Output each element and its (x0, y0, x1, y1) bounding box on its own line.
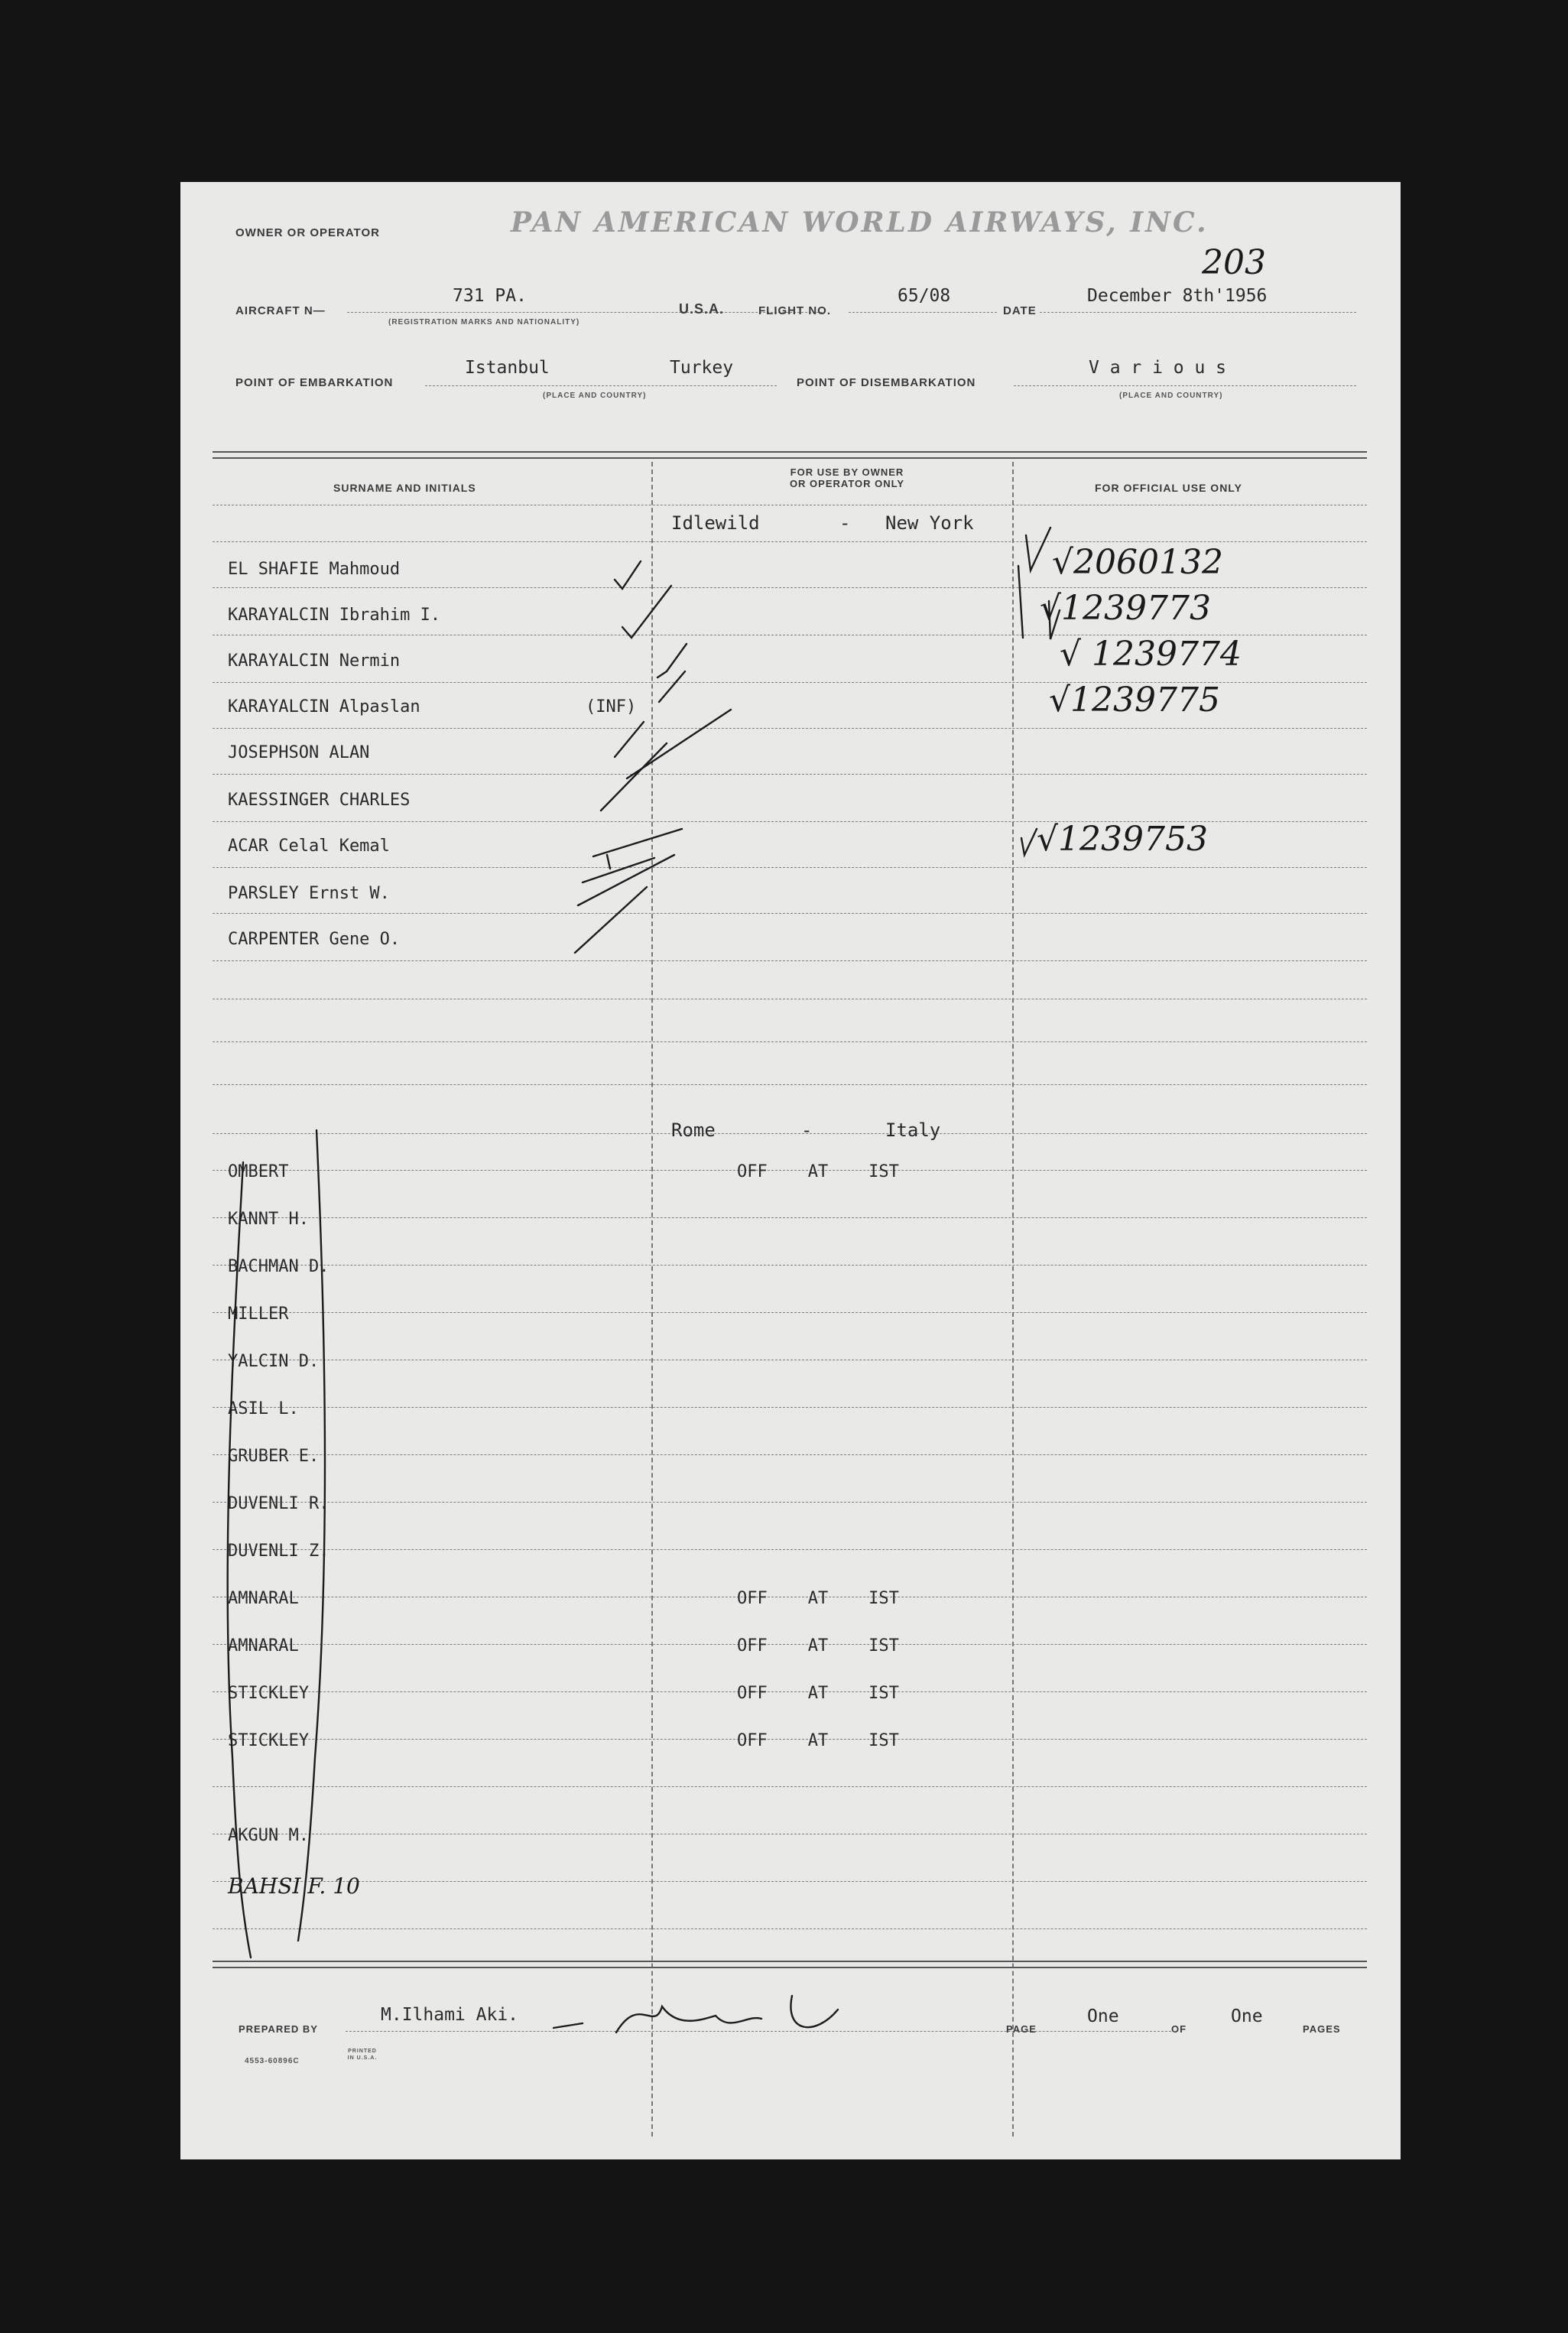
col-surname-header: SURNAME AND INITIALS (333, 482, 476, 494)
section1-destination-a: Idlewild (671, 512, 760, 534)
flight-value: 65/08 (898, 286, 951, 306)
handwriting-overlay (180, 182, 1401, 2159)
aircraft-label: AIRCRAFT N— (235, 304, 326, 317)
passenger-name: AKGUN M. (228, 1826, 309, 1845)
scribble-right (298, 1130, 325, 1941)
of-label: OF (1171, 2023, 1187, 2035)
check-mark (593, 829, 682, 856)
disembarkation-label: POINT OF DISEMBARKATION (797, 376, 976, 389)
passenger-name: KARAYALCIN Alpaslan (228, 697, 420, 716)
passenger-name: KARAYALCIN Ibrahim I. (228, 606, 441, 625)
passenger-name: STICKLEY (228, 1731, 309, 1750)
passenger-remark: OFF AT IST (737, 1636, 899, 1656)
check-mark (607, 855, 610, 869)
check-mark (601, 743, 667, 811)
passenger-name: GRUBER E. (228, 1447, 320, 1466)
passenger-name: DUVENLI Z. (228, 1542, 330, 1561)
official-number: √1239775 (1049, 681, 1220, 720)
date-value: December 8th'1956 (1087, 286, 1268, 306)
passenger-name: DUVENLI R. (228, 1494, 330, 1513)
embarkation-label: POINT OF EMBARKATION (235, 376, 394, 389)
official-number: √1239753 (1037, 820, 1208, 859)
company-name: PAN AMERICAN WORLD AIRWAYS, INC. (511, 206, 1209, 239)
registration-caption: (REGISTRATION MARKS AND NATIONALITY) (388, 318, 580, 327)
embarkation-country: Turkey (670, 358, 734, 378)
passenger-name: JOSEPHSON ALAN (228, 743, 370, 762)
check-mark (657, 644, 687, 677)
embarkation-city: Istanbul (465, 358, 550, 378)
prepared-by-label: PREPARED BY (239, 2023, 318, 2035)
official-number: √2060132 (1052, 543, 1223, 582)
page-label: PAGE (1006, 2023, 1037, 2035)
check-mark (1026, 528, 1050, 570)
col-owner-header: FOR USE BY OWNER OR OPERATOR ONLY (789, 466, 905, 489)
check-mark (1021, 829, 1037, 855)
passenger-name: OMBERT (228, 1162, 289, 1181)
passenger-name: ACAR Celal Kemal (228, 837, 390, 856)
passenger-remark: OFF AT IST (737, 1731, 899, 1750)
passenger-name: STICKLEY (228, 1684, 309, 1703)
check-mark (615, 561, 641, 589)
check-mark (615, 722, 644, 757)
section1-destination-dash: - (839, 512, 851, 534)
section2-destination-dash: - (801, 1119, 813, 1141)
passenger-name: CARPENTER Gene O. (228, 930, 401, 949)
scribble-left (228, 1162, 251, 1958)
page-number: 203 (1202, 243, 1266, 282)
passenger-remark: OFF AT IST (737, 1589, 899, 1608)
passenger-name: ASIL L. (228, 1399, 299, 1418)
section2-destination-a: Rome (671, 1119, 716, 1141)
place-caption: (PLACE AND COUNTRY) (543, 392, 647, 400)
aircraft-value: 731 PA. (453, 286, 527, 306)
printed-in-usa: PRINTED IN U.S.A. (347, 2049, 378, 2061)
passenger-name: EL SHAFIE Mahmoud (228, 560, 401, 579)
check-mark (578, 855, 674, 905)
owner-label: OWNER OR OPERATOR (235, 226, 380, 239)
check-mark (622, 586, 671, 638)
place-caption: (PLACE AND COUNTRY) (1119, 392, 1223, 400)
check-mark (1018, 566, 1023, 638)
section1-destination-b: New York (885, 512, 974, 534)
official-number: √ 1239774 (1060, 635, 1242, 674)
passenger-name: BACHMAN D. (228, 1257, 330, 1276)
passenger-name: PARSLEY Ernst W. (228, 884, 390, 903)
passenger-remark: OFF AT IST (737, 1684, 899, 1703)
passenger-name: KAESSINGER CHARLES (228, 791, 411, 810)
usa-label: U.S.A. (679, 301, 725, 317)
passenger-name: YALCIN D. (228, 1352, 320, 1371)
check-mark (659, 671, 685, 702)
check-mark (575, 887, 647, 953)
manifest-sheet (180, 182, 1401, 2159)
pages-label: PAGES (1303, 2023, 1341, 2035)
of-total-value: One (1231, 2006, 1263, 2026)
passenger-name: AMNARAL (228, 1636, 299, 1656)
passenger-name: BAHSI F. 10 (228, 1873, 360, 1899)
section2-destination-b: Italy (885, 1119, 941, 1141)
disembarkation-value: V a r i o u s (1089, 358, 1227, 378)
passenger-name: KARAYALCIN Nermin (228, 651, 401, 671)
prepared-by-value: M.Ilhami Aki. (381, 2005, 519, 2025)
page-value: One (1087, 2006, 1119, 2026)
passenger-name: AMNARAL (228, 1589, 299, 1608)
passenger-remark: OFF AT IST (737, 1162, 899, 1181)
passenger-note: (INF) (586, 697, 637, 716)
passenger-name: KANNT H. (228, 1210, 309, 1229)
official-number: √1239773 (1040, 589, 1211, 628)
date-label: DATE (1003, 304, 1037, 317)
passenger-name: MILLER (228, 1305, 289, 1324)
flight-label: FLIGHT NO. (758, 304, 831, 317)
form-number: 4553-60896C (245, 2057, 300, 2065)
signature (554, 1996, 838, 2032)
col-official-header: FOR OFFICIAL USE ONLY (1095, 482, 1242, 494)
